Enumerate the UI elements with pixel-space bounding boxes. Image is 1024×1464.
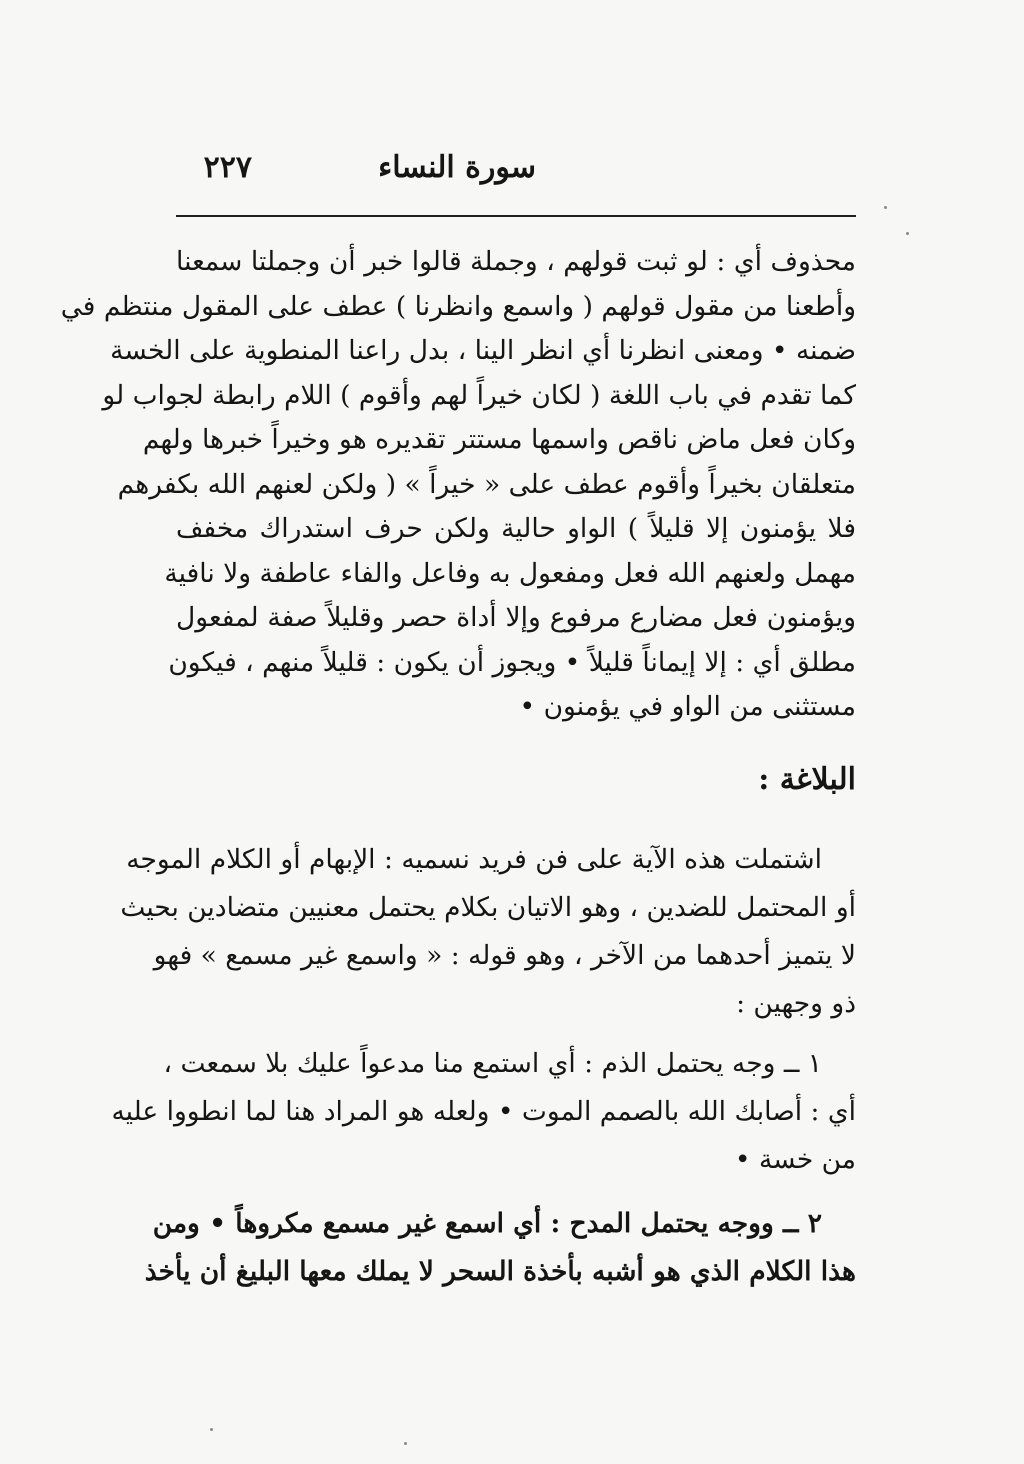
- text-line: محذوف أي : لو ثبت قولهم ، وجملة قالوا خبر أن وجملتا سمعنا: [176, 246, 856, 277]
- text-line: كما تقدم في باب اللغة ( لكان خيراً لهم وأقوم ) اللام رابطة لجواب لو: [102, 379, 856, 411]
- text-line: أي : أصابك الله بالصمم الموت • ولعله هو المراد هنا لما انطووا عليه: [111, 1096, 856, 1127]
- text-line: فلا يؤمنون إلا قليلاً ) الواو حالية ولكن حرف استدراك مخفف: [176, 513, 856, 544]
- rhetoric-intro-paragraph: [120, 836, 856, 1028]
- text-line: مهمل ولعنهم الله فعل ومفعول به وفاعل والفاء عاطفة ولا نافية: [164, 557, 856, 589]
- text-line: ذو وجهين :: [736, 988, 856, 1019]
- scan-speck: [906, 232, 909, 235]
- text-line: مستثنى من الواو في يؤمنون •: [519, 691, 856, 722]
- text-line: وكان فعل ماض ناقص واسمها مستتر تقديره هو وخيراً خبرها ولهم: [142, 424, 856, 455]
- text-line: هذا الكلام الذي هو أشبه بأخذة السحر لا يملك معها البليغ أن يأخذ: [144, 1256, 856, 1287]
- section-heading: البلاغة :: [758, 762, 856, 797]
- page-header: [176, 150, 856, 200]
- text-line: من خسة •: [734, 1144, 856, 1175]
- scan-speck: [404, 1442, 407, 1445]
- page-number: ٢٢٧: [203, 150, 252, 185]
- text-line: اشتملت هذه الآية على فن فريد نسميه : الإبهام أو الكلام الموجه: [126, 844, 822, 875]
- text-line: ويؤمنون فعل مضارع مرفوع وإلا أداة حصر وقليلاً صفة لمفعول: [176, 602, 856, 633]
- scan-speck: [884, 206, 887, 209]
- text-line: ضمنه • ومعنى انظرنا أي انظر الينا ، بدل راعنا المنطوية على الخسة: [110, 335, 856, 366]
- text-line: متعلقان بخيراً وأقوم عطف على « خيراً » ( ولكن لعنهم الله بكفرهم: [117, 468, 856, 500]
- text-line: مطلق أي : إلا إيماناً قليلاً • ويجوز أن يكون : قليلاً منهم ، فيكون: [168, 646, 856, 678]
- chapter-title: سورة النساء: [378, 150, 536, 185]
- text-line: لا يتميز أحدهما من الآخر ، وهو قوله : « واسمع غير مسمع » فهو: [153, 940, 856, 971]
- point-two-paragraph: [144, 1200, 856, 1296]
- header-divider: [176, 215, 856, 217]
- grammar-paragraph: [60, 240, 856, 730]
- text-line: أو المحتمل للضدين ، وهو الاتيان بكلام يحتمل معنيين متضادين بحيث: [120, 892, 856, 923]
- point-one-paragraph: [111, 1040, 856, 1184]
- text-line: وأطعنا من مقول قولهم ( واسمع وانظرنا ) عطف على المقول منتظم في: [60, 290, 856, 322]
- text-line: ٢ ــ ووجه يحتمل المدح : أي اسمع غير مسمع مكروهاً • ومن: [152, 1208, 822, 1239]
- scan-speck: [210, 1428, 213, 1431]
- text-line: ١ ــ وجه يحتمل الذم : أي استمع منا مدعواً عليك بلا سمعت ،: [163, 1048, 822, 1079]
